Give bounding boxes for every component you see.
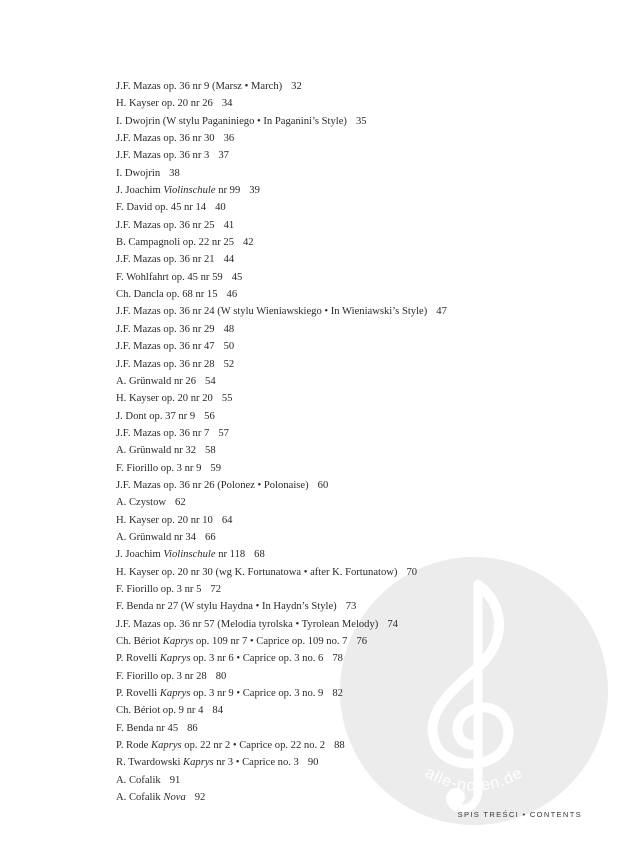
entry-page-number: 35 <box>355 115 367 127</box>
entry-title <box>116 408 215 425</box>
entry-title-part: J.F. Mazas op. 36 nr 28 <box>116 358 215 370</box>
entry-title-part: R. Twardowski <box>116 757 184 769</box>
entry-page-number: 62 <box>175 497 186 509</box>
entry-title-part: I. Dwojrin (W stylu Paganiniego • In Paganini’s Style) <box>116 115 347 127</box>
entry-title-part: J.F. Mazas op. 36 nr 57 (Melodia tyrolska • Tyrolean Melody) <box>116 618 379 630</box>
entry-title-part: J.F. Mazas op. 36 nr 26 (Polonez • Polonaise) <box>116 479 309 491</box>
entry-title <box>116 702 223 719</box>
entry-title-part: A. Czystow <box>116 497 167 509</box>
entry-title <box>116 147 229 164</box>
entry-page-number: 40 <box>215 202 226 214</box>
entry-title <box>116 512 232 529</box>
entry-page-number: 64 <box>221 514 233 526</box>
entry-page-number: 76 <box>356 636 368 647</box>
entry-page-number: 50 <box>223 341 235 353</box>
entry-page-number: 56 <box>204 410 215 422</box>
entry-title-italic-part: Kaprys <box>183 757 214 769</box>
entry-title <box>116 616 398 633</box>
entry-title-part: P. Rovelli <box>116 688 160 700</box>
entry-title <box>116 269 242 286</box>
entry-title <box>116 356 234 373</box>
entry-title-part: F. Benda nr 27 (W stylu Haydna • In Haydn’s Style) <box>116 601 337 613</box>
entry-page-number: 41 <box>223 219 235 231</box>
entry-title <box>116 78 302 95</box>
entry-page-number: 32 <box>291 81 302 92</box>
entry-title-part: op. 109 nr 7 • Caprice op. 109 no. 7 <box>193 636 348 647</box>
entry-page-number: 59 <box>210 462 221 474</box>
entry-title <box>116 286 237 303</box>
entry-title <box>116 251 234 268</box>
entry-title-part: J. Joachim <box>116 549 164 561</box>
entry-page-number: 39 <box>249 185 260 197</box>
entry-title-italic-part: Kaprys <box>162 636 194 647</box>
entry-title-part: nr 3 • Caprice no. 3 <box>213 757 299 769</box>
entry-page-number: 57 <box>218 427 229 439</box>
entry-title <box>116 494 186 511</box>
entry-title <box>116 321 234 338</box>
entry-title-part: P. Rode <box>116 740 152 752</box>
entry-page-number: 91 <box>169 774 181 786</box>
entry-title <box>116 130 234 147</box>
entry-title <box>116 598 356 615</box>
entry-title-part: J.F. Mazas op. 36 nr 3 <box>116 150 210 162</box>
entry-title <box>116 217 234 234</box>
entry-title-part: F. Wohlfahrt op. 45 nr 59 <box>116 271 223 283</box>
entry-title <box>116 564 417 581</box>
entry-title-part: F. Fiorillo op. 3 nr 5 <box>116 583 202 595</box>
entry-title <box>116 182 260 199</box>
entry-title-part: op. 22 nr 2 • Caprice op. 22 no. 2 <box>181 740 326 752</box>
entry-page-number: 78 <box>332 653 343 665</box>
entry-title-part: H. Kayser op. 20 nr 30 (wg K. Fortunatowa • after K. Fortunatow) <box>116 566 398 578</box>
entry-title-part: A. Cofalik <box>116 792 164 804</box>
entry-title <box>116 668 226 685</box>
entry-page-number: 82 <box>332 688 343 700</box>
entry-title-part: P. Rovelli <box>116 653 160 665</box>
entry-title <box>116 165 180 182</box>
entry-page-number: 72 <box>210 583 221 595</box>
footer-running-title: SPIS TREŚCI • CONTENTS <box>457 810 582 819</box>
entry-page-number: 38 <box>169 167 180 179</box>
entry-title-part: Ch. Bériot <box>116 636 163 647</box>
entry-page-number: 42 <box>243 237 254 249</box>
entry-title-part: J. Joachim <box>116 185 164 197</box>
entry-title-part: H. Kayser op. 20 nr 10 <box>116 514 213 526</box>
entry-title-part: B. Campagnoli op. 22 nr 25 <box>116 237 234 249</box>
entry-title <box>116 772 180 789</box>
entry-title-part: nr 118 <box>215 549 246 561</box>
entry-title-part: I. Dwojrin <box>116 167 161 179</box>
entry-title-italic-part: Kaprys <box>159 653 191 665</box>
entry-title <box>116 95 232 112</box>
entry-page-number: 88 <box>334 740 345 752</box>
entry-title-part: op. 3 nr 9 • Caprice op. 3 no. 9 <box>190 688 324 700</box>
entry-title-part: F. Fiorillo op. 3 nr 9 <box>116 462 202 474</box>
entry-title <box>116 546 265 563</box>
entry-title-part: A. Grünwald nr 32 <box>116 445 197 457</box>
entry-page-number: 73 <box>345 601 357 613</box>
entry-title <box>116 754 318 771</box>
entry-title-part: nr 99 <box>215 185 241 197</box>
entry-page-number: 45 <box>231 271 243 283</box>
entry-title <box>116 390 232 407</box>
entry-title-part: Ch. Bériot op. 9 nr 4 <box>116 705 204 717</box>
entry-title-part: F. David op. 45 nr 14 <box>116 202 207 214</box>
entry-title <box>116 199 226 216</box>
entry-title-italic-part: Nova <box>163 792 186 804</box>
entry-page-number: 74 <box>387 618 398 630</box>
entry-page-number: 47 <box>436 306 447 318</box>
entry-title-part: J.F. Mazas op. 36 nr 47 <box>116 341 215 353</box>
entry-title <box>116 338 234 355</box>
entry-page-number: 92 <box>194 792 206 804</box>
entry-title-part: J.F. Mazas op. 36 nr 9 (Marsz • March) <box>116 81 283 92</box>
watermark <box>338 555 610 827</box>
entry-title <box>116 789 205 806</box>
entry-page-number: 55 <box>221 393 233 405</box>
entry-title-part: J.F. Mazas op. 36 nr 30 <box>116 133 215 145</box>
entry-title <box>116 737 345 754</box>
entry-title <box>116 633 367 650</box>
entry-page-number: 84 <box>212 705 223 717</box>
entry-page-number: 44 <box>223 254 235 266</box>
entry-title-part: Ch. Dancla op. 68 nr 15 <box>116 289 218 301</box>
entry-title-part: J.F. Mazas op. 36 nr 24 (W stylu Wieniawskiego • In Wieniawski’s Style) <box>116 306 428 318</box>
entry-title-part: A. Grünwald nr 34 <box>116 531 197 543</box>
entry-page-number: 48 <box>223 323 235 335</box>
entry-title <box>116 373 216 390</box>
entry-title-part: A. Grünwald nr 26 <box>116 375 197 387</box>
entry-page-number: 66 <box>205 531 216 543</box>
entry-title <box>116 442 216 459</box>
entry-page-number: 68 <box>254 549 265 561</box>
entry-title-part: F. Benda nr 45 <box>116 722 179 734</box>
entry-title-part: op. 3 nr 6 • Caprice op. 3 no. 6 <box>190 653 324 665</box>
entry-title-part: J.F. Mazas op. 36 nr 29 <box>116 323 215 335</box>
entry-title <box>116 685 343 702</box>
entry-page-number: 34 <box>221 98 233 110</box>
entry-title <box>116 113 367 130</box>
entry-title <box>116 720 198 737</box>
entry-title-part: J. Dont op. 37 nr 9 <box>116 410 196 422</box>
entry-page-number: 46 <box>226 289 238 301</box>
entry-title-part: J.F. Mazas op. 36 nr 7 <box>116 427 210 439</box>
entry-title-part: F. Fiorillo op. 3 nr 28 <box>116 670 207 682</box>
entry-title <box>116 460 221 477</box>
entry-title-part: A. Cofalik <box>116 774 161 786</box>
entry-page-number: 58 <box>205 445 216 457</box>
entry-page-number: 86 <box>187 722 198 734</box>
entry-page-number: 36 <box>223 133 235 145</box>
watermark-text: alle-noten.de <box>422 764 526 795</box>
entry-page-number: 54 <box>205 375 216 387</box>
entry-page-number: 90 <box>307 757 319 769</box>
entry-title-italic-part: Violinschule <box>163 549 216 561</box>
entry-title-part: H. Kayser op. 20 nr 20 <box>116 393 213 405</box>
entry-title <box>116 581 221 598</box>
entry-title <box>116 303 447 320</box>
entry-title <box>116 650 343 667</box>
entry-title-part: J.F. Mazas op. 36 nr 25 <box>116 219 215 231</box>
entry-title-italic-part: Kaprys <box>159 688 191 700</box>
entry-title-italic-part: Kaprys <box>151 740 182 752</box>
entry-title <box>116 425 229 442</box>
entry-title <box>116 234 254 251</box>
entry-title <box>116 477 328 494</box>
entry-page-number: 60 <box>317 479 329 491</box>
entry-page-number: 80 <box>215 670 227 682</box>
entry-page-number: 52 <box>223 358 235 370</box>
entry-page-number: 37 <box>218 150 229 162</box>
entry-page-number: 70 <box>406 566 418 578</box>
entry-title <box>116 529 216 546</box>
entry-title-part: H. Kayser op. 20 nr 26 <box>116 98 213 110</box>
entry-title-italic-part: Violinschule <box>163 185 216 197</box>
entry-title-part: J.F. Mazas op. 36 nr 21 <box>116 254 215 266</box>
